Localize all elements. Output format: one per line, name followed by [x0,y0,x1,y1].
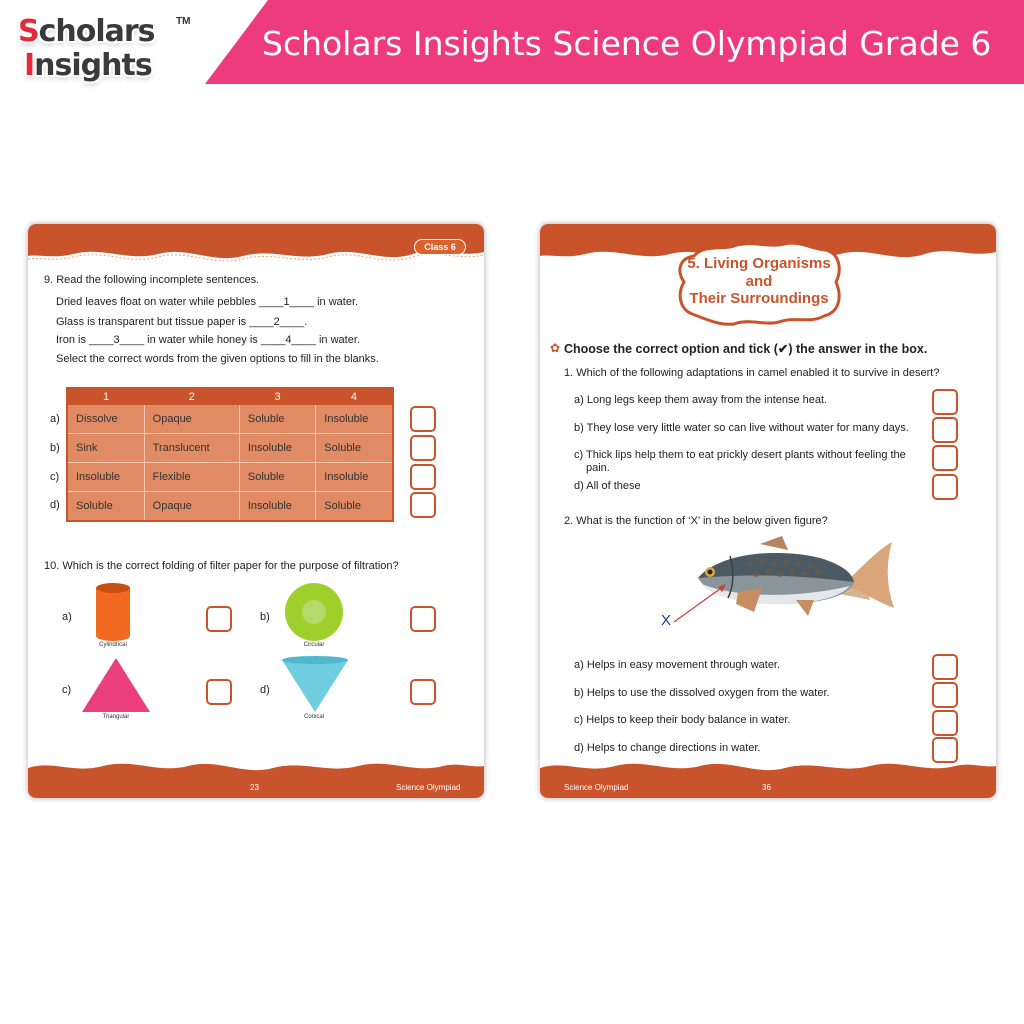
row-label-a: a) [50,413,60,425]
table-cell: Soluble [316,434,393,463]
answer-checkbox-q9-b[interactable] [410,435,436,461]
answer-checkbox-q10-a[interactable] [206,606,232,632]
table-cell: Soluble [239,405,315,434]
footer-label-right: Science Olympiad [564,783,629,792]
answer-checkbox-q10-d[interactable] [410,679,436,705]
question-2-prompt: 2. What is the function of ‘X’ in the below given figure? [564,515,828,527]
right-book-page [540,224,996,798]
flower-bullet-icon: ✿ [550,341,561,355]
table-cell: Flexible [144,463,239,492]
q10-label-d: d) [260,684,270,696]
cylinder-shape [94,582,132,642]
q9-sentence-2: Glass is transparent but tissue paper is ____2____. [56,316,308,328]
column-header: 2 [144,388,239,405]
q9-sentence-3: Iron is ____3____ in water while honey is ____4____ in water. [56,334,360,346]
cylindrical-caption: Cylindrical [99,642,127,648]
scholars-insights-logo [18,14,218,94]
table-cell: Opaque [144,405,239,434]
table-cell: Soluble [239,463,315,492]
circular-caption: Circular [303,642,325,648]
table-cell: Translucent [144,434,239,463]
table-cell: Soluble [316,492,393,522]
q2-option-d: d) Helps to change directions in water. [574,742,761,754]
table-cell: Sink [67,434,144,463]
question-9-prompt: 9. Read the following incomplete sentences. [44,274,260,286]
cone-shape [280,654,350,714]
q2-option-b: b) Helps to use the dissolved oxygen from the water. [574,687,830,699]
chapter-title-line-3: Their Surroundings [689,290,829,307]
column-header: 3 [239,388,315,405]
q1-option-b: b) They lose very little water so can live without water for many days. [574,422,909,434]
table-cell: Insoluble [239,434,315,463]
q10-label-c: c) [62,684,72,696]
class-badge: Class 6 [414,239,466,255]
q2-option-c: c) Helps to keep their body balance in water. [574,714,791,726]
table-cell: Insoluble [67,463,144,492]
answer-checkbox-q9-c[interactable] [410,464,436,490]
table-cell: Insoluble [316,463,393,492]
question-1-prompt: 1. Which of the following adaptations in camel enabled it to survive in desert? [564,367,940,379]
answer-checkbox-q2-b[interactable] [932,682,958,708]
q1-option-d: d) All of these [574,480,641,492]
table-row [67,434,393,463]
answer-checkbox-q2-c[interactable] [932,710,958,736]
figure-label-x: X [661,612,672,629]
answer-checkbox-q1-d[interactable] [932,474,958,500]
q1-option-a: a) Long legs keep them away from the intense heat. [574,394,828,406]
chapter-title-line-1: 5. Living Organisms [687,255,831,272]
answer-checkbox-q1-c[interactable] [932,445,958,471]
answer-checkbox-q9-d[interactable] [410,492,436,518]
trademark-mark: TM [176,16,191,27]
page-number-left: 23 [250,783,259,792]
left-book-page [28,224,484,798]
conical-caption: Conical [303,714,324,720]
q9-instruction: Select the correct words from the given options to fill in the blanks. [56,353,379,365]
footer-label-left: Science Olympiad [396,783,461,792]
q1-option-c-continued: pain. [586,462,610,474]
q10-label-a: a) [62,611,72,623]
answer-checkbox-q1-b[interactable] [932,417,958,443]
q10-label-b: b) [260,611,270,623]
q1-option-c: c) Thick lips help them to eat prickly desert plants without feeling the [574,449,906,461]
answer-checkbox-q2-a[interactable] [932,654,958,680]
row-label-d: d) [50,499,60,511]
table-cell: Insoluble [316,405,393,434]
table-cell: Dissolve [67,405,144,434]
page-title: Scholars Insights Science Olympiad Grade 6 [262,24,992,63]
row-label-c: c) [50,471,60,483]
triangle-shape [80,656,152,714]
row-label-b: b) [50,442,60,454]
table-cell: Opaque [144,492,239,522]
column-header: 1 [67,388,144,405]
table-cell: Soluble [67,492,144,522]
table-row [67,463,393,492]
q9-sentence-1: Dried leaves float on water while pebbles ____1____ in water. [56,296,359,308]
x-pointer-arrow [668,580,730,626]
table-row [67,492,393,522]
answer-checkbox-q10-b[interactable] [410,606,436,632]
table-row [67,405,393,434]
answer-checkbox-q10-c[interactable] [206,679,232,705]
logo-line-1: Scholars [18,14,155,49]
section-instruction: Choose the correct option and tick (✔) the answer in the box. [564,342,928,356]
circle-shape [284,582,344,642]
q9-options-table [66,387,394,522]
question-10-prompt: 10. Which is the correct folding of filter paper for the purpose of filtration? [44,560,399,572]
column-header: 4 [316,388,393,405]
table-cell: Insoluble [239,492,315,522]
answer-checkbox-q9-a[interactable] [410,406,436,432]
triangular-caption: Triangular [102,714,130,720]
answer-checkbox-q1-a[interactable] [932,389,958,415]
q2-option-a: a) Helps in easy movement through water. [574,659,781,671]
chapter-title-line-2: and [745,273,773,290]
page-number-right: 36 [762,783,771,792]
logo-line-2: Insights [24,48,152,83]
table-header-row [67,388,393,405]
